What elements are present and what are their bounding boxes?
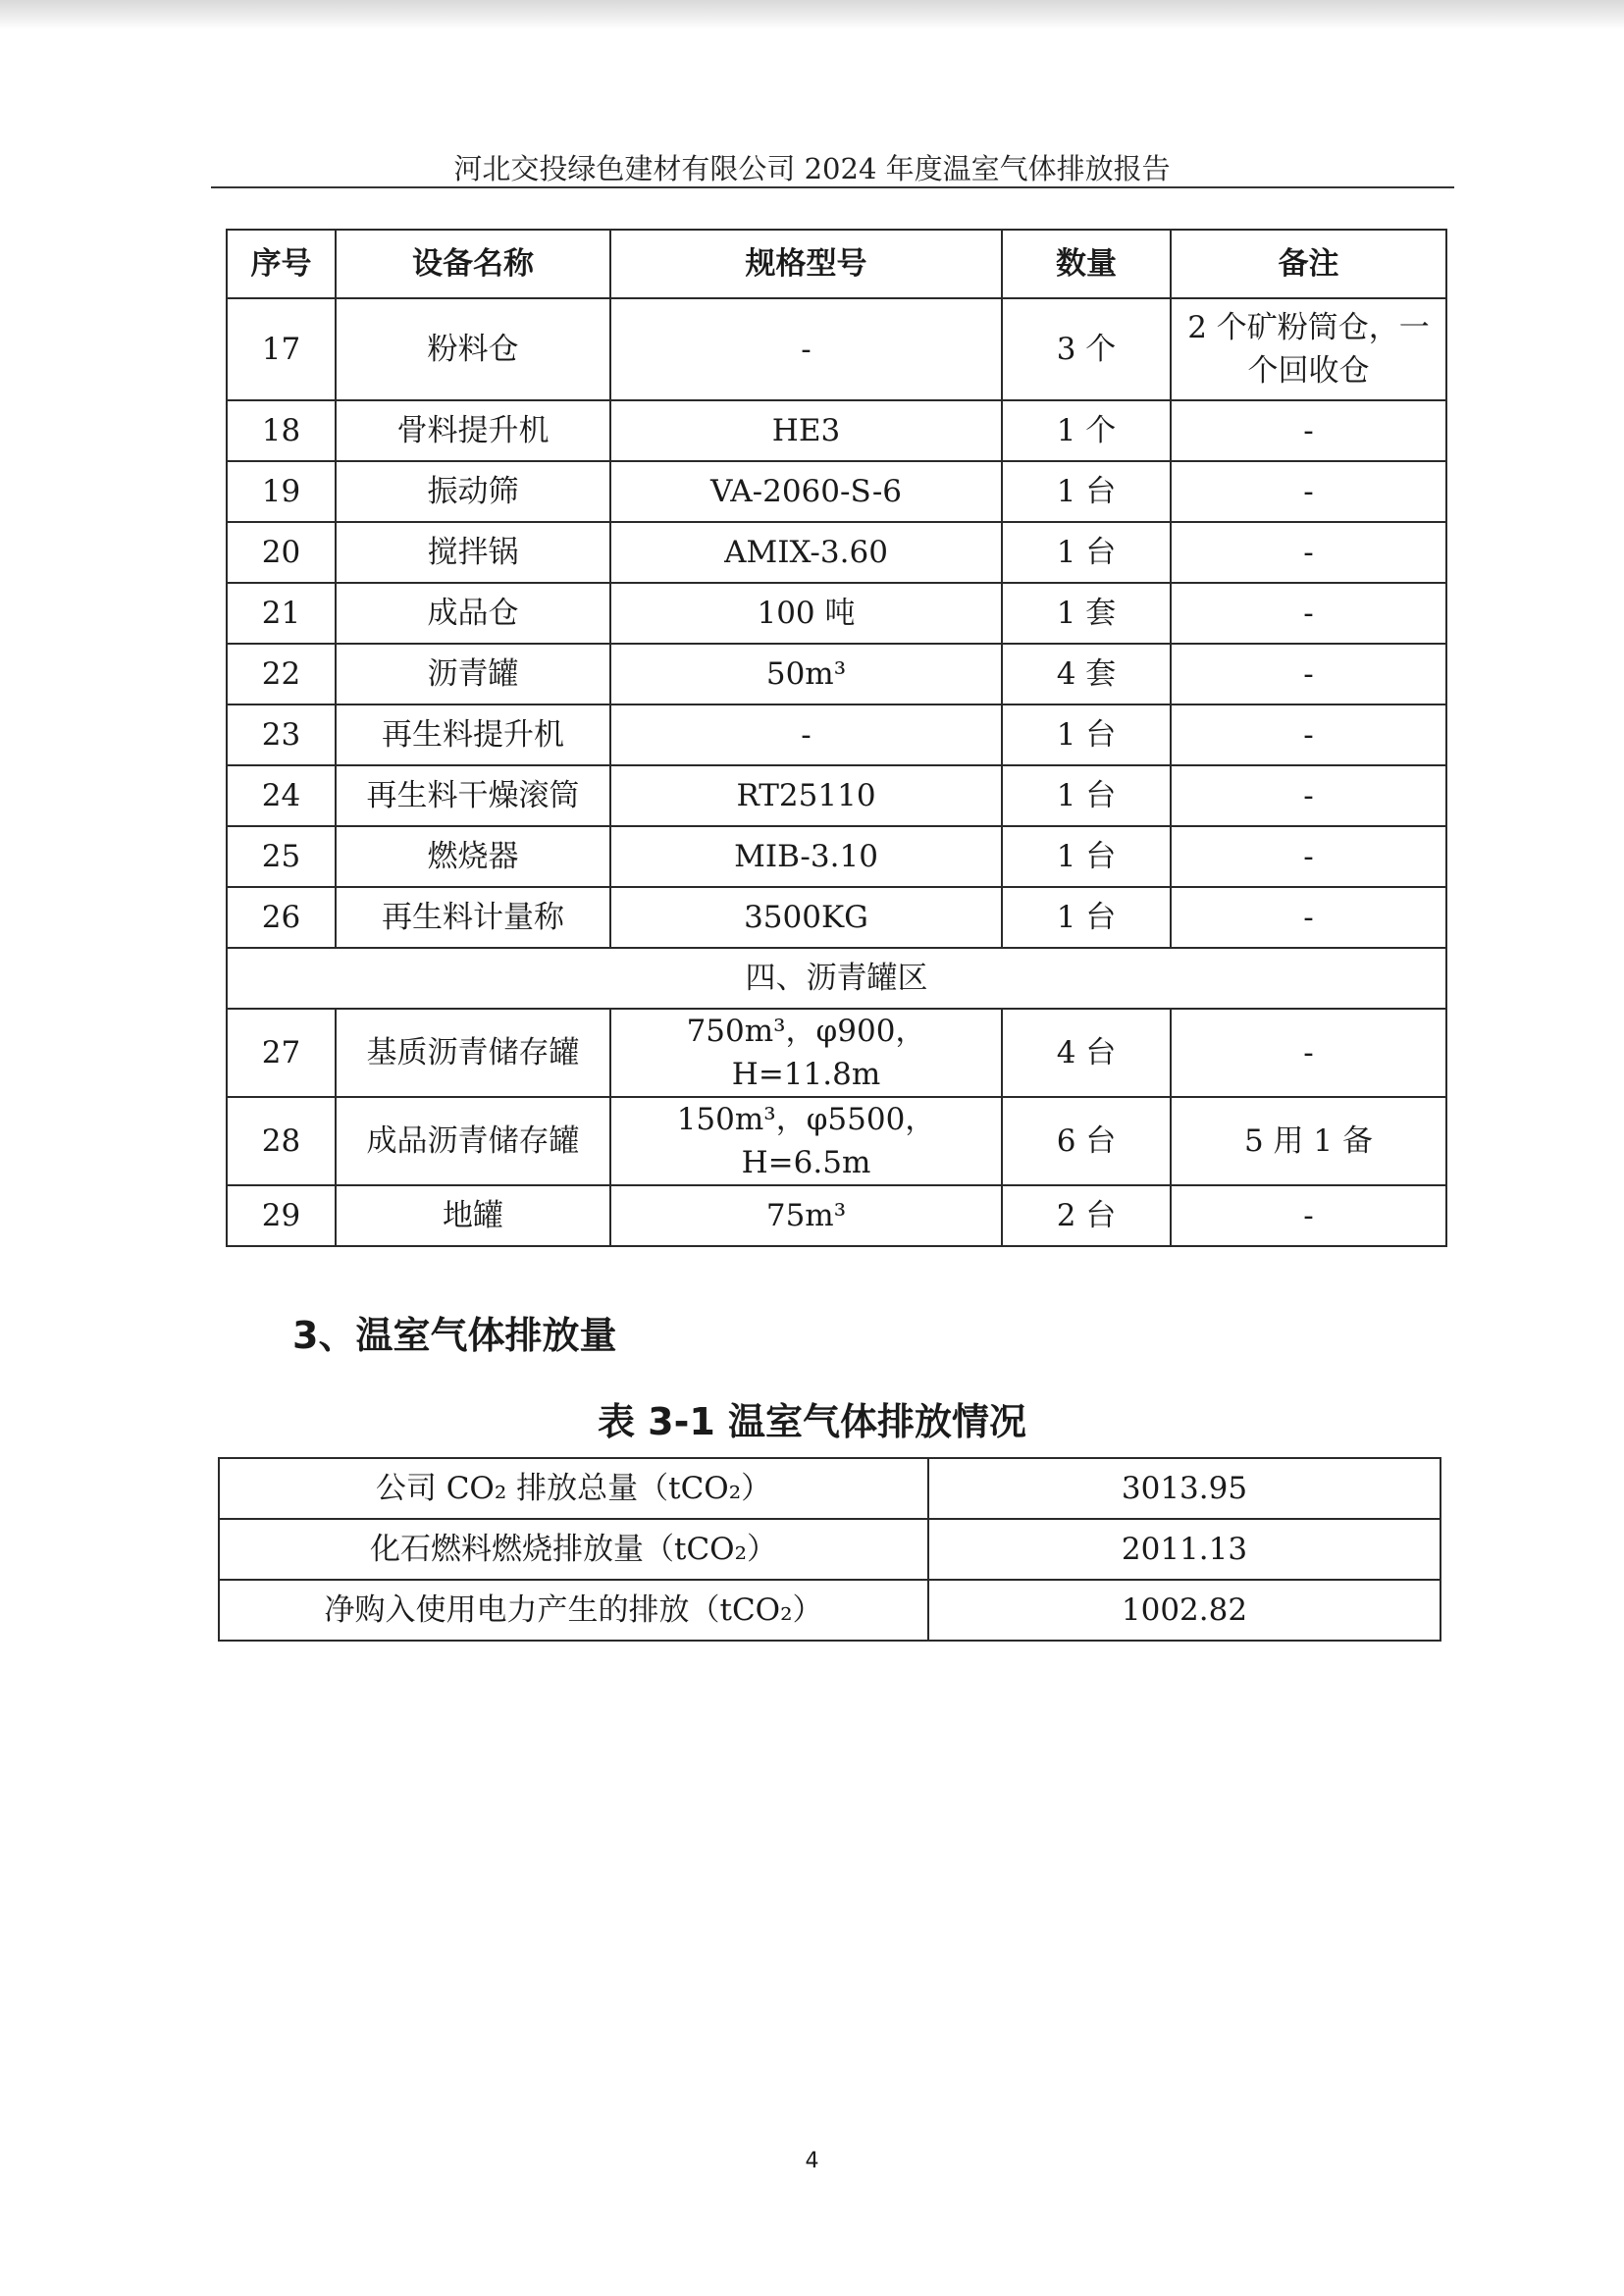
cell-spec: VA-2060-S-6 — [610, 461, 1002, 522]
cell-qty: 1 台 — [1002, 704, 1171, 765]
table-row — [227, 644, 1446, 704]
cell-note: - — [1171, 461, 1446, 522]
table-row — [227, 522, 1446, 583]
page-number: 4 — [805, 2149, 819, 2173]
cell-no: 24 — [227, 765, 336, 826]
table-row — [227, 461, 1446, 522]
cell-note: - — [1171, 400, 1446, 461]
cell-name: 再生料干燥滚筒 — [336, 765, 610, 826]
cell-no: 28 — [227, 1097, 336, 1185]
table-row — [227, 826, 1446, 887]
cell-note: - — [1171, 1185, 1446, 1246]
cell-no: 19 — [227, 461, 336, 522]
cell-note: 2 个矿粉筒仓，一个回收仓 — [1171, 298, 1446, 400]
header-rule — [211, 186, 1454, 188]
cell-no: 23 — [227, 704, 336, 765]
table-row — [227, 1097, 1446, 1185]
column-header: 备注 — [1171, 230, 1446, 298]
cell-note: - — [1171, 522, 1446, 583]
table-row — [227, 298, 1446, 400]
cell-no: 17 — [227, 298, 336, 400]
cell-name: 地罐 — [336, 1185, 610, 1246]
cell-spec: 150m³，φ5500，H=6.5m — [610, 1097, 1002, 1185]
cell-no: 27 — [227, 1009, 336, 1097]
cell-name: 成品仓 — [336, 583, 610, 644]
cell-label: 净购入使用电力产生的排放（tCO₂） — [219, 1580, 928, 1641]
table-caption: 表 3-1 温室气体排放情况 — [597, 1400, 1027, 1443]
section-row — [227, 948, 1446, 1009]
page-header-title: 河北交投绿色建材有限公司 2024 年度温室气体排放报告 — [453, 152, 1171, 185]
cell-no: 29 — [227, 1185, 336, 1246]
cell-qty: 1 台 — [1002, 461, 1171, 522]
cell-qty: 1 台 — [1002, 826, 1171, 887]
cell-spec: 750m³，φ900，H=11.8m — [610, 1009, 1002, 1097]
cell-qty: 1 个 — [1002, 400, 1171, 461]
column-header: 设备名称 — [336, 230, 610, 298]
cell-name: 振动筛 — [336, 461, 610, 522]
cell-qty: 3 个 — [1002, 298, 1171, 400]
table-row — [227, 887, 1446, 948]
table-row — [219, 1580, 1441, 1641]
table-row — [227, 400, 1446, 461]
cell-spec: - — [610, 298, 1002, 400]
cell-qty: 1 台 — [1002, 765, 1171, 826]
cell-name: 燃烧器 — [336, 826, 610, 887]
emissions-table — [218, 1457, 1441, 1642]
cell-spec: 100 吨 — [610, 583, 1002, 644]
cell-qty: 1 台 — [1002, 522, 1171, 583]
cell-qty: 1 台 — [1002, 887, 1171, 948]
cell-name: 沥青罐 — [336, 644, 610, 704]
cell-name: 搅拌锅 — [336, 522, 610, 583]
table-row — [227, 583, 1446, 644]
cell-spec: - — [610, 704, 1002, 765]
cell-spec: 3500KG — [610, 887, 1002, 948]
cell-no: 18 — [227, 400, 336, 461]
cell-label: 化石燃料燃烧排放量（tCO₂） — [219, 1519, 928, 1580]
table-row — [227, 704, 1446, 765]
cell-spec: RT25110 — [610, 765, 1002, 826]
cell-spec: HE3 — [610, 400, 1002, 461]
cell-name: 再生料计量称 — [336, 887, 610, 948]
cell-spec: MIB-3.10 — [610, 826, 1002, 887]
cell-note: - — [1171, 704, 1446, 765]
section-heading: 3、温室气体排放量 — [292, 1314, 617, 1357]
cell-qty: 1 套 — [1002, 583, 1171, 644]
column-header: 规格型号 — [610, 230, 1002, 298]
cell-note: - — [1171, 583, 1446, 644]
equipment-table — [226, 229, 1447, 1247]
cell-spec: AMIX-3.60 — [610, 522, 1002, 583]
cell-no: 25 — [227, 826, 336, 887]
cell-qty: 4 台 — [1002, 1009, 1171, 1097]
cell-qty: 2 台 — [1002, 1185, 1171, 1246]
cell-spec: 75m³ — [610, 1185, 1002, 1246]
cell-name: 粉料仓 — [336, 298, 610, 400]
cell-name: 再生料提升机 — [336, 704, 610, 765]
cell-label: 公司 CO₂ 排放总量（tCO₂） — [219, 1458, 928, 1519]
cell-note: 5 用 1 备 — [1171, 1097, 1446, 1185]
cell-note: - — [1171, 1009, 1446, 1097]
column-header: 数量 — [1002, 230, 1171, 298]
cell-value: 3013.95 — [928, 1458, 1441, 1519]
table-row — [219, 1519, 1441, 1580]
cell-note: - — [1171, 887, 1446, 948]
cell-name: 骨料提升机 — [336, 400, 610, 461]
column-header: 序号 — [227, 230, 336, 298]
cell-spec: 50m³ — [610, 644, 1002, 704]
cell-no: 22 — [227, 644, 336, 704]
cell-name: 基质沥青储存罐 — [336, 1009, 610, 1097]
cell-value: 1002.82 — [928, 1580, 1441, 1641]
cell-qty: 6 台 — [1002, 1097, 1171, 1185]
cell-note: - — [1171, 644, 1446, 704]
table-row — [227, 1009, 1446, 1097]
cell-qty: 4 套 — [1002, 644, 1171, 704]
cell-name: 成品沥青储存罐 — [336, 1097, 610, 1185]
cell-value: 2011.13 — [928, 1519, 1441, 1580]
cell-no: 20 — [227, 522, 336, 583]
table-row — [219, 1458, 1441, 1519]
table-row — [227, 1185, 1446, 1246]
section-label: 四、沥青罐区 — [227, 948, 1446, 1009]
cell-note: - — [1171, 826, 1446, 887]
cell-no: 26 — [227, 887, 336, 948]
cell-note: - — [1171, 765, 1446, 826]
table-row — [227, 765, 1446, 826]
cell-no: 21 — [227, 583, 336, 644]
equipment-table-header — [227, 230, 1446, 298]
scan-edge — [0, 0, 1624, 29]
